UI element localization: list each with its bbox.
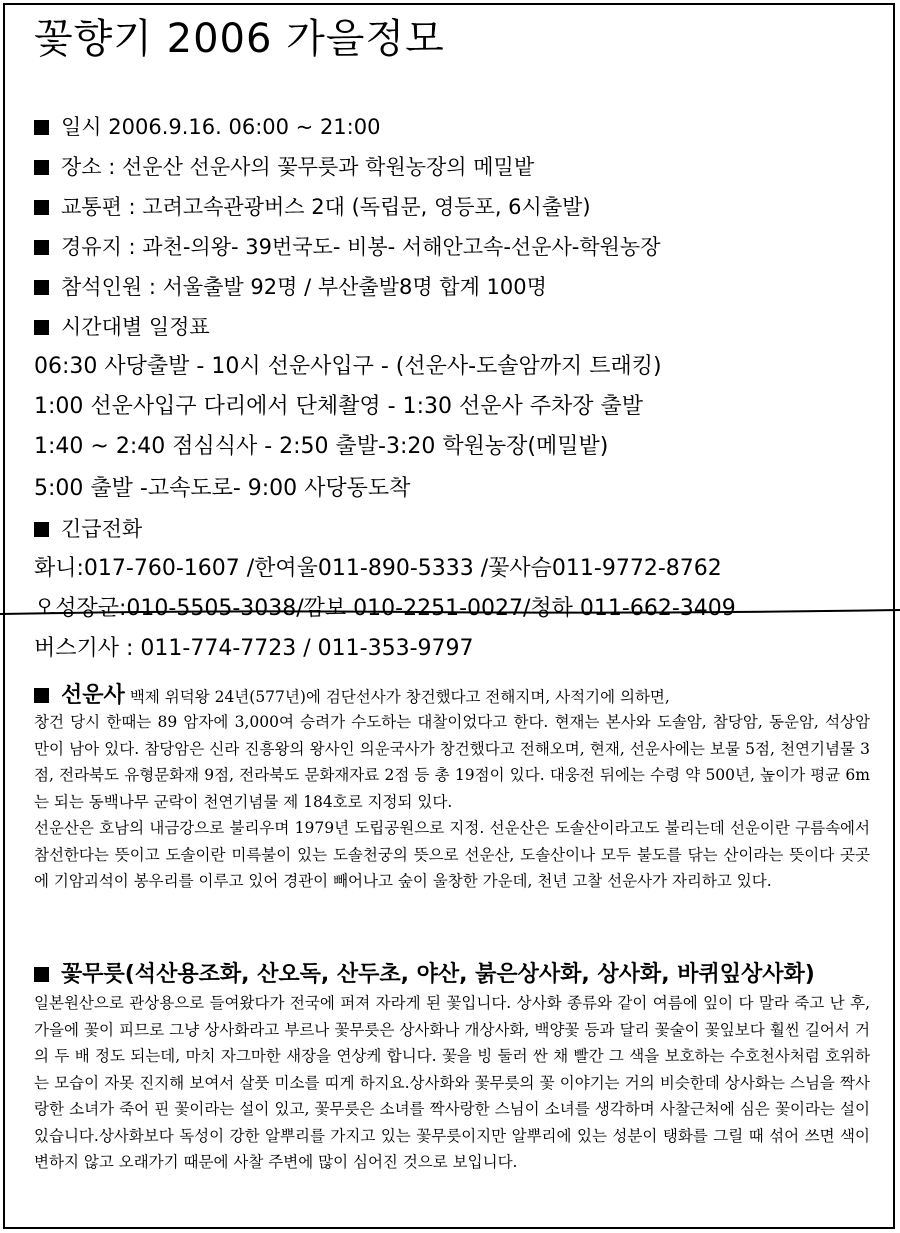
emergency-line-1: 화니:017-760-1607 /한여울011-890-5333 /꽃사슴011-9772-8762 — [34, 556, 722, 581]
info-transport-text: 교통편 : 고려고속관광버스 2대 (독립문, 영등포, 6시출발) — [61, 195, 591, 219]
bullet-square-icon — [34, 120, 49, 135]
bullet-square-icon — [34, 200, 49, 215]
kkotmureut-heading: 꽃무릇(석산용조화, 산오독, 산두초, 야산, 붉은상사화, 상사화, 바퀴잎상사화) — [61, 962, 815, 987]
kkotmureut-section — [34, 957, 870, 1176]
seonunsa-paragraph-2: 선운산은 호남의 내금강으로 불리우며 1979년 도립공원으로 지정. 선운산은 도솔산이라고도 불리는데 선운이란 구름속에서 참선한다는 뜻이고 도솔이란 미륵불이 있는 도솔천궁의 뜻으로 선운산, 도솔산이나 모두 불도를 닦는 산이라는 뜻이다 곳곳에 기암괴석이 봉우리를 이루고 있어 경관이 빼어나고 숲이 울창한 가운데, 천년 고찰 선운사가 자리하고 있다. — [34, 819, 870, 890]
schedule-heading-text: 시간대별 일정표 — [61, 315, 210, 339]
seonunsa-heading: 선운사 — [61, 683, 125, 708]
schedule-item: 1:00 선운사입구 다리에서 단체촬영 - 1:30 선운사 주차장 출발 — [34, 394, 643, 419]
emergency-line-2: 오성장군:010-5505-3038/깜보 010-2251-0027/청하 011-662-3409 — [34, 596, 736, 621]
page-title: 꽃향기 2006 가을정모 — [34, 16, 445, 62]
kkotmureut-heading-row — [34, 957, 870, 988]
info-route — [34, 233, 661, 261]
info-route-text: 경유지 : 과천-의왕- 39번국도- 비봉- 서해안고속-선운사-학원농장 — [61, 235, 661, 259]
bullet-square-icon — [34, 688, 49, 703]
seonunsa-heading-row — [34, 678, 870, 709]
info-place — [34, 153, 534, 181]
kkotmureut-body: 일본원산으로 관상용으로 들여왔다가 전국에 퍼져 자라게 된 꽃입니다. 상사화 종류와 같이 여름에 잎이 다 말라 죽고 난 후, 가을에 꽃이 피므로 그냥 상사화라고 부르나 꽃무릇은 상사화나 개상사화, 백양꽃 등과 달리 꽃술이 꽃잎보다 훨씬 길어서 거의 두 배 정도 되는데, 마치 자그마한 새장을 연상케 합니다. 꽃을 빙 둘러 싼 채 빨간 그 색을 보호하는 수호천사처럼 호위하는 모습이 자못 진지해 보여서 살풋 미소를 띠게 하지요.상사화와 꽃무릇의 꽃 이야기는 거의 비슷한데 상사화는 스님을 짝사랑한 소녀가 죽어 핀 꽃이라는 설이 있고, 꽃무릇은 소녀를 짝사랑한 스님이 소녀를 생각하며 사찰근처에 심은 꽃이라는 설이 있습니다.상사화보다 독성이 강한 알뿌리를 가지고 있는 꽃무릇이지만 알뿌리에 있는 성분이 탱화를 그릴 때 섞어 쓰면 색이 변하지 않고 오래가기 때문에 사찰 주변에 많이 심어진 것으로 보입니다. — [34, 994, 870, 1171]
strike-through-line — [0, 605, 900, 619]
bullet-square-icon — [34, 967, 49, 982]
bullet-square-icon — [34, 280, 49, 295]
emergency-heading-text: 긴급전화 — [61, 517, 143, 541]
bullet-square-icon — [34, 160, 49, 175]
bullet-square-icon — [34, 240, 49, 255]
bus-driver-phone: 버스기사 : 011-774-7723 / 011-353-9797 — [34, 636, 474, 661]
info-attendees-text: 참석인원 : 서울출발 92명 / 부산출발8명 합계 100명 — [61, 275, 547, 299]
schedule-item: 06:30 사당출발 - 10시 선운사입구 - (선운사-도솔암까지 트래킹) — [34, 354, 662, 379]
seonunsa-paragraph-1: 창건 당시 한때는 89 암자에 3,000여 승려가 수도하는 대찰이었다고 한다. 현재는 본사와 도솔암, 참당암, 동운암, 석상암 만이 남아 있다. 참당암은 신라 진흥왕의 왕사인 의운국사가 창건했다고 전해오며, 현재, 선운사에는 보물 5점, 천연기념물 3점, 전라북도 유형문화재 9점, 전라북도 문화재자료 2점 등 총 19점이 있다. 대웅전 뒤에는 수령 약 500년, 높이가 평균 6m는 되는 동백나무 군락이 천연기념물 제 184호로 지정되 있다. — [34, 713, 870, 811]
bullet-square-icon — [34, 522, 49, 537]
info-attendees — [34, 273, 547, 301]
info-date — [34, 113, 380, 141]
schedule-item: 5:00 출발 -고속도로- 9:00 사당동도착 — [34, 476, 411, 501]
seonunsa-lead: 백제 위덕왕 24년(577년)에 검단선사가 창건했다고 전해지며, 사적기에 의하면, — [129, 688, 670, 706]
info-place-text: 장소 : 선운산 선운사의 꽃무릇과 학원농장의 메밀밭 — [61, 155, 535, 179]
info-date-text: 일시 2006.9.16. 06:00 ~ 21:00 — [61, 115, 381, 139]
emergency-heading — [34, 515, 142, 543]
seonunsa-body — [34, 709, 870, 895]
bullet-square-icon — [34, 320, 49, 335]
schedule-heading — [34, 313, 210, 341]
seonunsa-section — [34, 678, 870, 895]
schedule-item: 1:40 ~ 2:40 점심식사 - 2:50 출발-3:20 학원농장(메밀밭) — [34, 434, 609, 459]
info-transport — [34, 193, 591, 221]
